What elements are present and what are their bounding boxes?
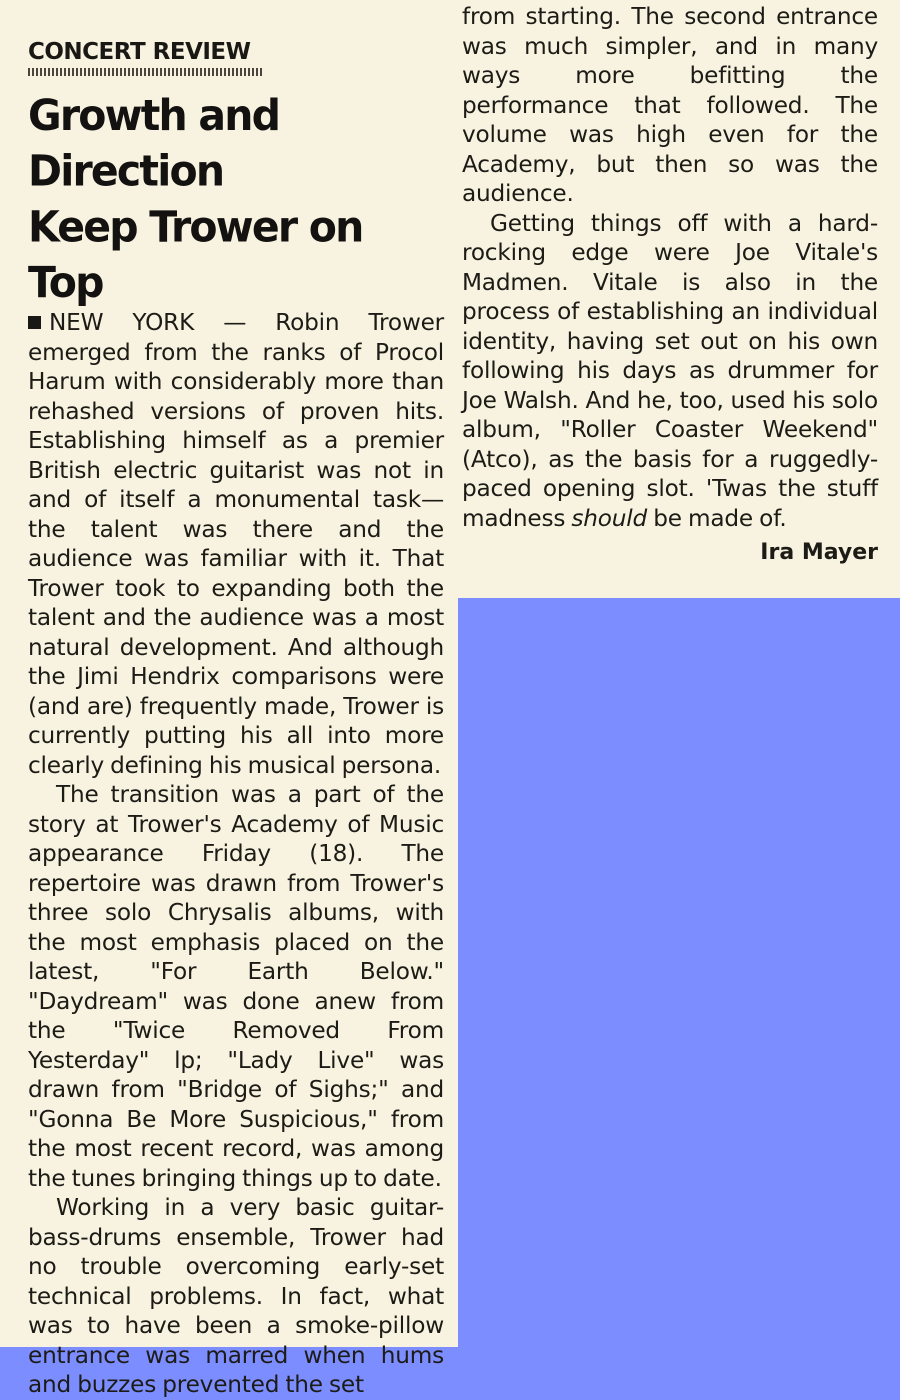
paragraph-1 bbox=[28, 308, 444, 780]
right-column bbox=[458, 0, 900, 598]
paragraph-3: Working in a very basic guitar-bass-drums ensemble, Trower had no trouble overcoming early-set technical problems. In fact, what was to have been a smoke-pillow entrance was marred when hums and buzzes prevented the set bbox=[28, 1194, 444, 1398]
paragraph-1-text: — Robin Trower emerged from the ranks of Procol Harum with considerably more than rehashed versions of proven hits. Establishing himself as a premier British electric guitarist was not in and of itself a monumental task—the talent was there and the audience was familiar with it. That Trower took to expanding both the talent and the audience was a most natural development. And although the Jimi Hendrix comparisons were (and are) frequently made, Trower is currently putting his all into more clearly defining his musical persona. bbox=[28, 309, 444, 779]
dateline: NEW YORK bbox=[49, 309, 195, 336]
paragraph-3-continued: from starting. The second entrance was much simpler, and in many ways more befitting the performance that followed. The volume was high even for the Academy, but then so was the audience. bbox=[462, 3, 878, 207]
headline-line-1: Growth and Direction bbox=[28, 90, 280, 197]
headline-line-2: Keep Trower on Top bbox=[28, 201, 363, 308]
paragraph-4-end: be made of. bbox=[653, 504, 787, 532]
paragraph-4-text: Getting things off with a hard-rocking edge were Joe Vitale's Madmen. Vitale is also in the process of establishing an individual identity, having set out on his own following his days as drummer for Joe Walsh. And he, too, used his solo album, "Roller Coaster Weekend" (Atco), as the basis for a ruggedly-paced opening slot. 'Twas the stuff madness bbox=[462, 209, 878, 532]
dateline-bullet-icon bbox=[28, 316, 41, 329]
kicker-rule bbox=[28, 68, 263, 76]
paragraph-4 bbox=[462, 209, 878, 534]
byline: Ira Mayer bbox=[760, 540, 878, 565]
paragraph-4-italic: should bbox=[571, 504, 648, 532]
paragraph-2: The transition was a part of the story at Trower's Academy of Music appearance Friday (18). The repertoire was drawn from Trower's three solo Chrysalis albums, with the most emphasis placed on the latest, "For Earth Below." "Daydream" was done anew from the "Twice Removed From Yesterday" lp; "Lady Live" was drawn from "Bridge of Sighs;" and "Gonna Be More Suspicious," from the most recent record, was among the tunes bringing things up to date. bbox=[28, 781, 444, 1192]
section-kicker: CONCERT REVIEW bbox=[28, 39, 251, 65]
article-headline bbox=[28, 88, 444, 311]
